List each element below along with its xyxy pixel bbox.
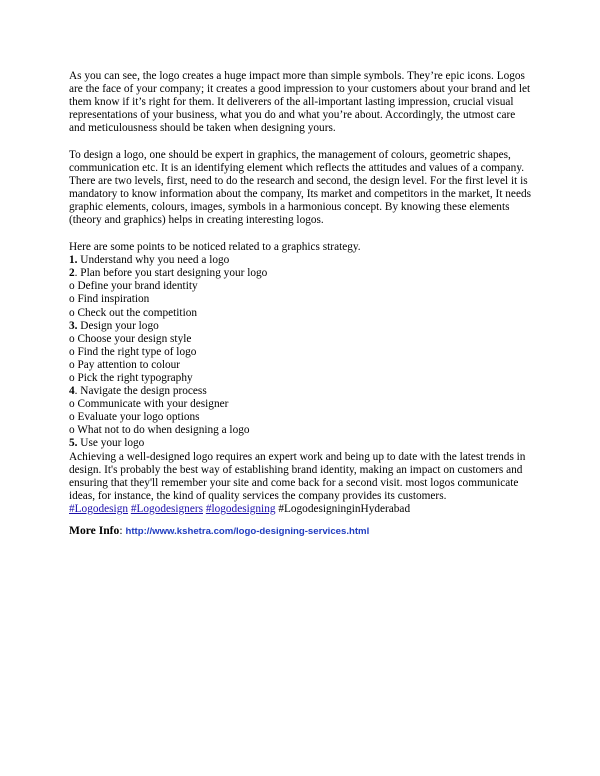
list-item-text: o Choose your design style [69,332,192,345]
list-subitem [69,293,531,306]
list-subitem [69,333,531,346]
more-info-separator: : [119,524,126,537]
list-step [69,254,531,267]
list-subitem [69,424,531,437]
strategy-intro: Here are some points to be noticed related to a graphics strategy. [69,241,361,254]
list-step [69,437,531,450]
more-info-url-link[interactable]: http://www.kshetra.com/logo-designing-services.html [125,526,370,537]
list-item-text: o Find inspiration [69,293,150,306]
list-item-text: o What not to do when designing a logo [69,424,250,437]
list-step-number: 3. [69,319,78,332]
more-info-line [69,524,531,538]
list-item-text: Understand why you need a logo [77,254,230,267]
hashtag-link-logodesign[interactable]: #Logodesign [69,502,128,515]
hashtag-link-logodesigning[interactable]: #logodesigning [205,502,276,515]
list-step [69,267,531,280]
hashtag-line [69,503,531,516]
list-item-text: . Plan before you start designing your logo [74,267,268,280]
list-step-number: 4 [69,385,75,398]
list-subitem [69,280,531,293]
list-step-number: 5. [69,437,78,450]
list-subitem [69,411,531,424]
list-subitem [69,346,531,359]
list-subitem [69,372,531,385]
list-item-text: Use your logo [77,437,145,450]
list-item-text: o Pick the right typography [69,371,193,384]
more-info-label: More Info [69,524,120,537]
list-item-text: o Evaluate your logo options [69,411,200,424]
strategy-list [69,254,531,450]
list-item-text: o Find the right type of logo [69,345,197,358]
paragraph-design-levels: To design a logo, one should be expert in graphics, the management of colours, geometric shapes, communication etc. It is an identifying element which reflects the attitudes and values of a company. There are two levels, first, need to do the research and second, the design level. For the first level it is mandatory to know information about the company, Its market and competitors in the market, It needs graphic elements, colours, images, symbols in a harmonious concept. By knowing these elements (theory and graphics) helps in creating interesting logos. [69,148,532,227]
list-step [69,385,531,398]
list-subitem [69,359,531,372]
list-item-text: o Pay attention to colour [69,358,181,371]
list-item-text: Design your logo [77,319,159,332]
list-step-number: 1. [69,254,78,267]
list-item-text: o Define your brand identity [69,280,198,293]
list-subitem [69,307,531,320]
list-step-number: 2 [69,267,75,280]
list-item-text: . Navigate the design process [74,385,207,398]
list-item-text: o Communicate with your designer [69,398,229,411]
list-item-text: o Check out the competition [69,306,198,319]
list-subitem [69,398,531,411]
paragraph-closing: Achieving a well-designed logo requires an expert work and being up to date with the latest trends in design. It's probably the best way of establishing brand identity, making an impact on customers and ensuring that they'll remember your site and come back for a second visit. most logos communicate ideas, for instance, the kind of quality services the company provides its customers. [69,450,526,502]
hashtag-text-hyderabad: #LogodesigninginHyderabad [278,502,411,515]
list-step [69,320,531,333]
hashtag-link-logodesigners[interactable]: #Logodesigners [130,502,203,515]
paragraph-logo-impact: As you can see, the logo creates a huge impact more than simple symbols. They’re epic icons. Logos are the face of your company; it creates a good impression to your customers about your brand and let them know if it’s right for them. It deliverers of the all-important lasting impression, crucial visual representations of your business, what you do and what you’re about. Accordingly, the utmost care and meticulousness should be taken when designing yours. [69,70,531,135]
